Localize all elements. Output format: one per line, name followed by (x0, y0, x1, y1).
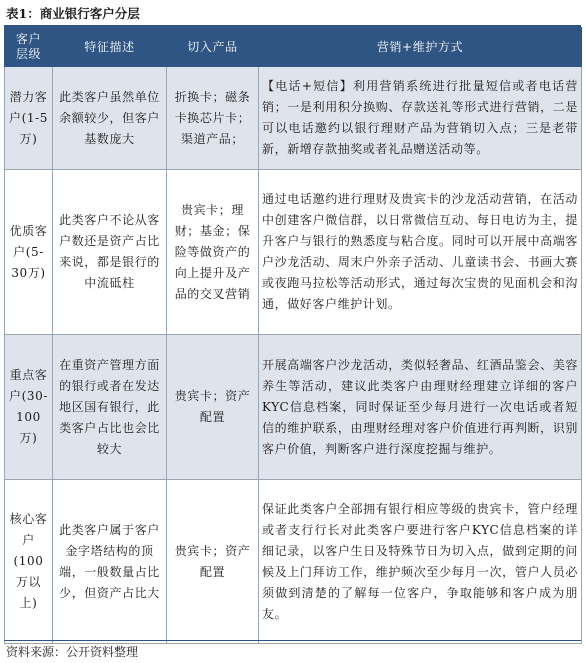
tier-cell: 核心客户(100万以上) (5, 480, 53, 644)
product-cell: 贵宾卡；资产配置 (167, 480, 259, 644)
table-caption: 表1：商业银行客户分层 (6, 6, 140, 21)
table-header-row (5, 28, 582, 67)
method-cell: 保证此类客户全部拥有银行相应等级的贵宾卡，管户经理或者支行行长对此类客户要进行客户KYC信息档案的详细记录，以客户生日及特殊节日为切入点，做到定期的问候及上门拜访工作，维护频次至少每月一次，管户人员必须做到清楚的了解每一位客户，争取能够和客户成为朋友。 (259, 480, 582, 644)
feature-cell: 此类客户不论从客户数还是资产占比来说，都是银行的中流砥柱 (53, 170, 167, 335)
tier-cell: 潜力客户(1-5万) (5, 67, 53, 170)
source-note: 资料来源：公开资料整理 (6, 645, 139, 659)
feature-cell: 在重资产管理方面的银行或者在发达地区国有银行，此类客户占比也会比较大 (53, 335, 167, 480)
product-cell: 折换卡；磁条卡换芯片卡；渠道产品； (167, 67, 259, 170)
customer-tier-table (4, 27, 582, 644)
product-cell: 贵宾卡；理财；基金；保险等做资产的向上提升及产品的交叉营销 (167, 170, 259, 335)
tier-cell: 优质客户(5-30万) (5, 170, 53, 335)
feature-cell: 此类客户属于客户金字塔结构的顶端，一般数量占比少，但资产占比大 (53, 480, 167, 644)
table-row (5, 480, 582, 644)
product-cell: 贵宾卡；资产配置 (167, 335, 259, 480)
feature-cell: 此类客户虽然单位余额较少，但客户基数庞大 (53, 67, 167, 170)
bottom-rule (4, 640, 581, 641)
header-tier: 客户层级 (5, 28, 53, 67)
header-product: 切入产品 (167, 28, 259, 67)
method-cell: 开展高端客户沙龙活动，类似轻奢品、红酒品鉴会、美容养生等活动，建议此类客户由理财经理建立详细的客户KYC信息档案，同时保证至少每月进行一次电话或者短信的维护联系，由理财经理对客户价值进行再判断，识别客户价值，判断客户进行深度挖掘与维护。 (259, 335, 582, 480)
header-feature: 特征描述 (53, 28, 167, 67)
method-cell: 通过电话邀约进行理财及贵宾卡的沙龙活动营销，在活动中创建客户微信群，以日常微信互动、每日电访为主，提升客户与银行的熟悉度与粘合度。同时可以开展中高端客户沙龙活动、周末户外亲子活动、儿童读书会、书画大赛或夜跑马拉松等活动形式，通过每次宝贵的见面机会和沟通，做好客户维护计划。 (259, 170, 582, 335)
header-method: 营销+维护方式 (259, 28, 582, 67)
method-cell: 【电话+短信】利用营销系统进行批量短信或者电话营销；一是利用积分换购、存款送礼等形式进行营销，二是可以电话邀约以银行理财产品为营销切入点；三是老带新，新增存款抽奖或者礼品赠送活动等。 (259, 67, 582, 170)
table-row (5, 335, 582, 480)
tier-cell: 重点客户(30-100万) (5, 335, 53, 480)
table-row (5, 170, 582, 335)
table-row (5, 67, 582, 170)
